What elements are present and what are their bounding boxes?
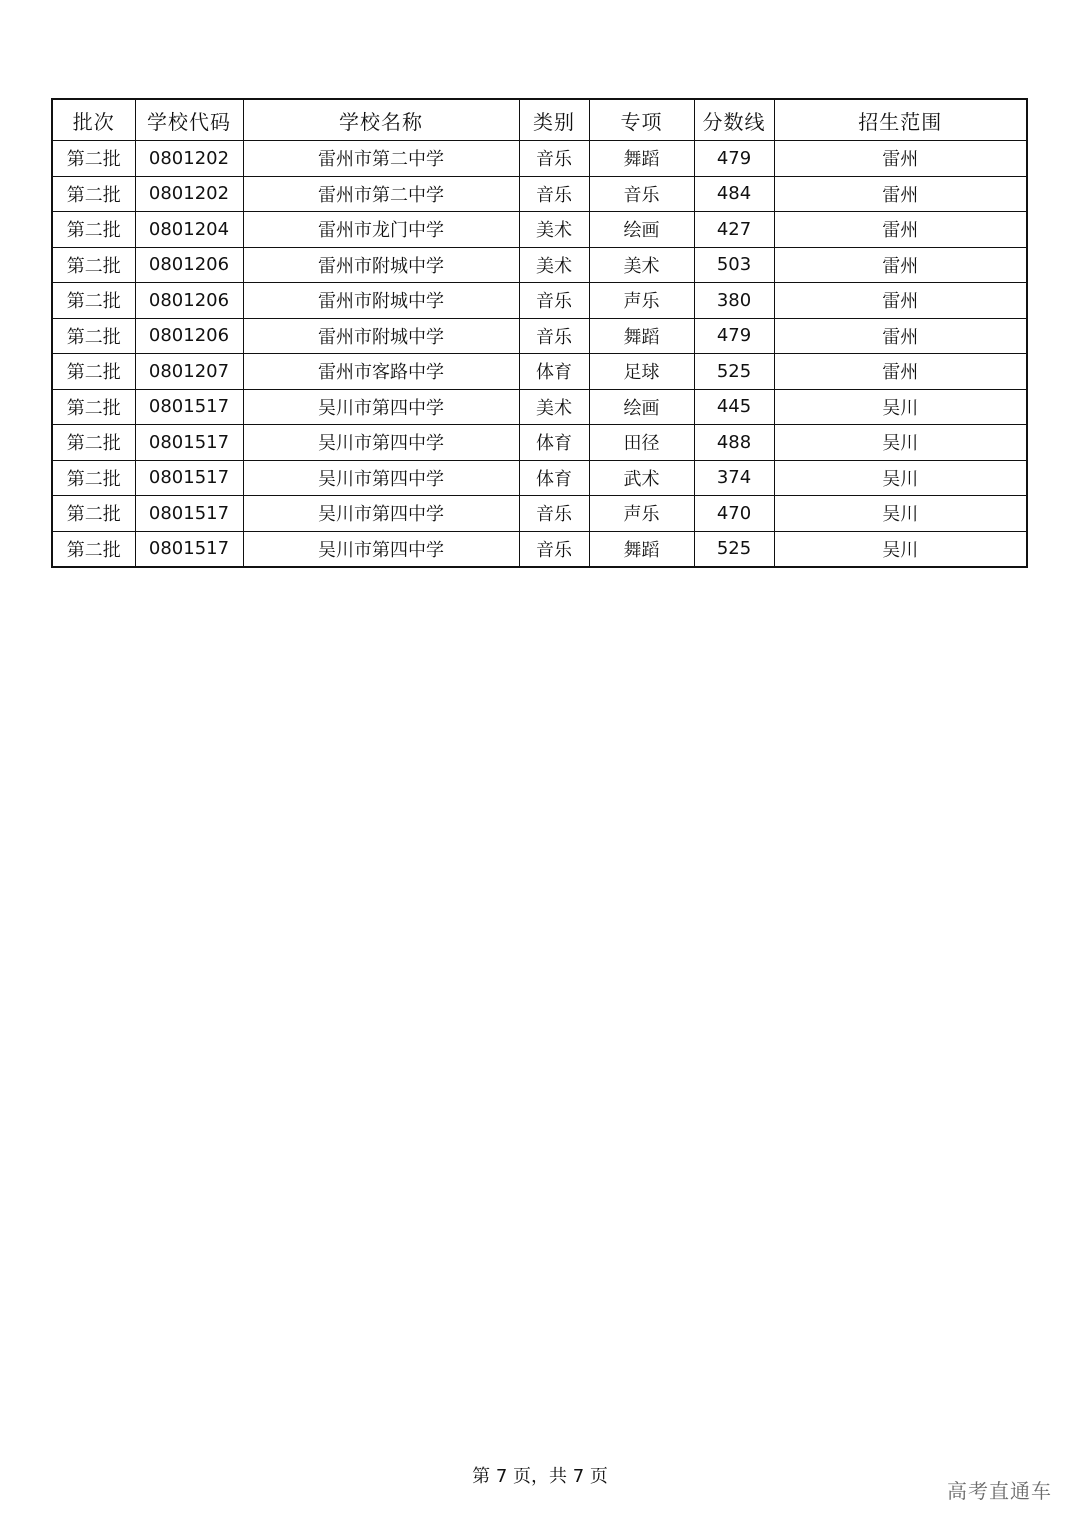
header-school-code: 学校代码 [135, 99, 243, 141]
cell-specialty: 舞蹈 [589, 141, 694, 177]
cell-specialty: 绘画 [589, 389, 694, 425]
cell-batch: 第二批 [52, 389, 135, 425]
cell-school-name: 吴川市第四中学 [243, 460, 519, 496]
cell-school-name: 吴川市第四中学 [243, 496, 519, 532]
cell-specialty: 声乐 [589, 496, 694, 532]
table-row [52, 354, 1027, 390]
cell-batch: 第二批 [52, 425, 135, 461]
cell-school-name: 吴川市第四中学 [243, 389, 519, 425]
cell-score-line: 525 [694, 531, 774, 567]
header-enrollment-range: 招生范围 [774, 99, 1027, 141]
header-batch: 批次 [52, 99, 135, 141]
cell-category: 音乐 [519, 176, 589, 212]
cell-category: 体育 [519, 354, 589, 390]
cell-enrollment-range: 雷州 [774, 176, 1027, 212]
cell-enrollment-range: 吴川 [774, 531, 1027, 567]
table-body [52, 141, 1027, 568]
cell-school-name: 吴川市第四中学 [243, 425, 519, 461]
table-row [52, 531, 1027, 567]
cell-school-name: 雷州市第二中学 [243, 141, 519, 177]
table-row [52, 425, 1027, 461]
table-row [52, 496, 1027, 532]
cell-category: 美术 [519, 389, 589, 425]
cell-category: 音乐 [519, 283, 589, 319]
cell-specialty: 声乐 [589, 283, 694, 319]
cell-score-line: 525 [694, 354, 774, 390]
table-header [52, 99, 1027, 141]
cell-score-line: 380 [694, 283, 774, 319]
score-table [51, 98, 1028, 568]
cell-batch: 第二批 [52, 354, 135, 390]
cell-enrollment-range: 雷州 [774, 318, 1027, 354]
cell-category: 美术 [519, 212, 589, 248]
cell-batch: 第二批 [52, 460, 135, 496]
cell-batch: 第二批 [52, 496, 135, 532]
header-specialty: 专项 [589, 99, 694, 141]
cell-category: 体育 [519, 425, 589, 461]
cell-enrollment-range: 吴川 [774, 425, 1027, 461]
cell-school-code: 0801207 [135, 354, 243, 390]
cell-specialty: 田径 [589, 425, 694, 461]
table-row [52, 318, 1027, 354]
table-row [52, 389, 1027, 425]
cell-school-name: 雷州市附城中学 [243, 318, 519, 354]
cell-enrollment-range: 吴川 [774, 389, 1027, 425]
cell-enrollment-range: 雷州 [774, 283, 1027, 319]
cell-enrollment-range: 雷州 [774, 212, 1027, 248]
cell-school-code: 0801517 [135, 531, 243, 567]
cell-enrollment-range: 吴川 [774, 496, 1027, 532]
cell-batch: 第二批 [52, 318, 135, 354]
table-row [52, 141, 1027, 177]
cell-score-line: 427 [694, 212, 774, 248]
cell-school-code: 0801204 [135, 212, 243, 248]
cell-batch: 第二批 [52, 141, 135, 177]
cell-category: 音乐 [519, 318, 589, 354]
cell-specialty: 美术 [589, 247, 694, 283]
table-row [52, 212, 1027, 248]
cell-score-line: 484 [694, 176, 774, 212]
cell-school-name: 吴川市第四中学 [243, 531, 519, 567]
cell-specialty: 绘画 [589, 212, 694, 248]
cell-specialty: 武术 [589, 460, 694, 496]
cell-school-name: 雷州市附城中学 [243, 247, 519, 283]
cell-school-code: 0801517 [135, 496, 243, 532]
cell-school-code: 0801206 [135, 283, 243, 319]
header-row [52, 99, 1027, 141]
cell-specialty: 舞蹈 [589, 531, 694, 567]
cell-batch: 第二批 [52, 212, 135, 248]
cell-category: 体育 [519, 460, 589, 496]
cell-score-line: 374 [694, 460, 774, 496]
cell-specialty: 足球 [589, 354, 694, 390]
cell-category: 音乐 [519, 531, 589, 567]
header-category: 类别 [519, 99, 589, 141]
cell-batch: 第二批 [52, 176, 135, 212]
cell-specialty: 舞蹈 [589, 318, 694, 354]
cell-enrollment-range: 雷州 [774, 247, 1027, 283]
cell-school-code: 0801202 [135, 176, 243, 212]
cell-school-name: 雷州市龙门中学 [243, 212, 519, 248]
table-row [52, 247, 1027, 283]
cell-school-name: 雷州市客路中学 [243, 354, 519, 390]
table-row [52, 460, 1027, 496]
cell-category: 美术 [519, 247, 589, 283]
cell-school-code: 0801206 [135, 318, 243, 354]
table-row [52, 176, 1027, 212]
cell-enrollment-range: 吴川 [774, 460, 1027, 496]
cell-school-code: 0801202 [135, 141, 243, 177]
cell-school-code: 0801206 [135, 247, 243, 283]
cell-score-line: 503 [694, 247, 774, 283]
cell-school-code: 0801517 [135, 425, 243, 461]
cell-score-line: 445 [694, 389, 774, 425]
cell-category: 音乐 [519, 141, 589, 177]
cell-batch: 第二批 [52, 283, 135, 319]
cell-school-name: 雷州市第二中学 [243, 176, 519, 212]
table-row [52, 283, 1027, 319]
cell-school-code: 0801517 [135, 460, 243, 496]
cell-score-line: 488 [694, 425, 774, 461]
watermark: 高考直通车 [947, 1479, 1052, 1503]
cell-score-line: 479 [694, 318, 774, 354]
cell-school-name: 雷州市附城中学 [243, 283, 519, 319]
cell-batch: 第二批 [52, 531, 135, 567]
cell-specialty: 音乐 [589, 176, 694, 212]
header-score-line: 分数线 [694, 99, 774, 141]
cell-enrollment-range: 雷州 [774, 141, 1027, 177]
cell-school-code: 0801517 [135, 389, 243, 425]
cell-enrollment-range: 雷州 [774, 354, 1027, 390]
cell-category: 音乐 [519, 496, 589, 532]
cell-score-line: 470 [694, 496, 774, 532]
cell-batch: 第二批 [52, 247, 135, 283]
page-number: 第 7 页，共 7 页 [472, 1466, 608, 1487]
cell-score-line: 479 [694, 141, 774, 177]
header-school-name: 学校名称 [243, 99, 519, 141]
